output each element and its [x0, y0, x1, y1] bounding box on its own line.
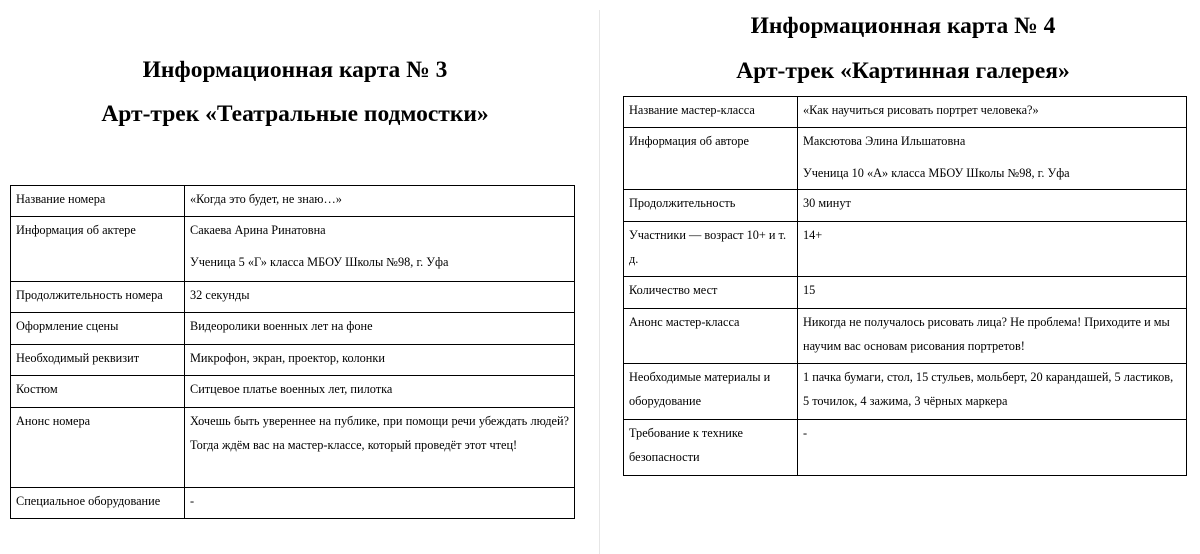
table-row [624, 309, 1187, 364]
actor-name: Сакаева Арина Ринатовна [190, 223, 326, 237]
table-row [624, 190, 1187, 222]
table-row [624, 364, 1187, 420]
row-value: Ситцевое платье военных лет, пилотка [185, 376, 575, 408]
table-row [11, 282, 575, 313]
row-label: Необходимые материалы и оборудование [624, 364, 798, 420]
table-row [11, 408, 575, 488]
card3-table [10, 185, 575, 519]
row-value: - [798, 420, 1187, 476]
row-label: Оформление сцены [11, 313, 185, 345]
row-value: 1 пачка бумаги, стол, 15 стульев, мольберт, 20 карандашей, 5 ластиков, 5 точилок, 4 зажима, 3 чёрных маркера [798, 364, 1187, 420]
row-label: Название мастер-класса [624, 97, 798, 128]
row-label: Количество мест [624, 277, 798, 309]
card4-title: Информационная карта № 4 [750, 13, 1056, 39]
row-label: Продолжительность номера [11, 282, 185, 313]
row-value: 15 [798, 277, 1187, 309]
row-value: Хочешь быть увереннее на публике, при помощи речи убеждать людей? Тогда ждём вас на мастер-классе, который проведёт этот чтец! [185, 408, 575, 488]
row-label: Специальное оборудование [11, 488, 185, 519]
row-label: Название номера [11, 186, 185, 217]
row-value [798, 128, 1187, 190]
author-school: Ученица 10 «А» класса МБОУ Школы №98, г. Уфа [803, 166, 1070, 180]
table-row [624, 277, 1187, 309]
row-value: Никогда не получалось рисовать лица? Не проблема! Приходите и мы научим вас основам рисования портретов! [798, 309, 1187, 364]
row-label: Информация об авторе [624, 128, 798, 190]
row-value: Видеоролики военных лет на фоне [185, 313, 575, 345]
table-row [624, 420, 1187, 476]
row-label: Информация об актере [11, 217, 185, 282]
table-row [11, 376, 575, 408]
table-row [11, 217, 575, 282]
page-divider [599, 10, 600, 554]
row-label: Участники — возраст 10+ и т. д. [624, 222, 798, 277]
row-label: Необходимый реквизит [11, 345, 185, 376]
card3-subtitle: Арт-трек «Театральные подмостки» [101, 101, 489, 127]
table-row [624, 128, 1187, 190]
row-value: 14+ [798, 222, 1187, 277]
actor-school: Ученица 5 «Г» класса МБОУ Школы №98, г. Уфа [190, 255, 449, 269]
row-value: «Как научиться рисовать портрет человека?» [798, 97, 1187, 128]
table-row [624, 222, 1187, 277]
card4-subtitle: Арт-трек «Картинная галерея» [736, 58, 1070, 84]
row-value: 30 минут [798, 190, 1187, 222]
table-row [624, 97, 1187, 128]
row-label: Требование к технике безопасности [624, 420, 798, 476]
row-label: Анонс мастер-класса [624, 309, 798, 364]
card3-title: Информационная карта № 3 [142, 57, 448, 83]
row-label: Анонс номера [11, 408, 185, 488]
table-row [11, 186, 575, 217]
row-value [185, 217, 575, 282]
table-row [11, 345, 575, 376]
row-value: Микрофон, экран, проектор, колонки [185, 345, 575, 376]
table-row [11, 488, 575, 519]
table-row [11, 313, 575, 345]
row-label: Продолжительность [624, 190, 798, 222]
author-name: Максютова Элина Ильшатовна [803, 134, 966, 148]
row-label: Костюм [11, 376, 185, 408]
row-value: 32 секунды [185, 282, 575, 313]
row-value: «Когда это будет, не знаю…» [185, 186, 575, 217]
row-value: - [185, 488, 575, 519]
card4-table [623, 96, 1187, 476]
